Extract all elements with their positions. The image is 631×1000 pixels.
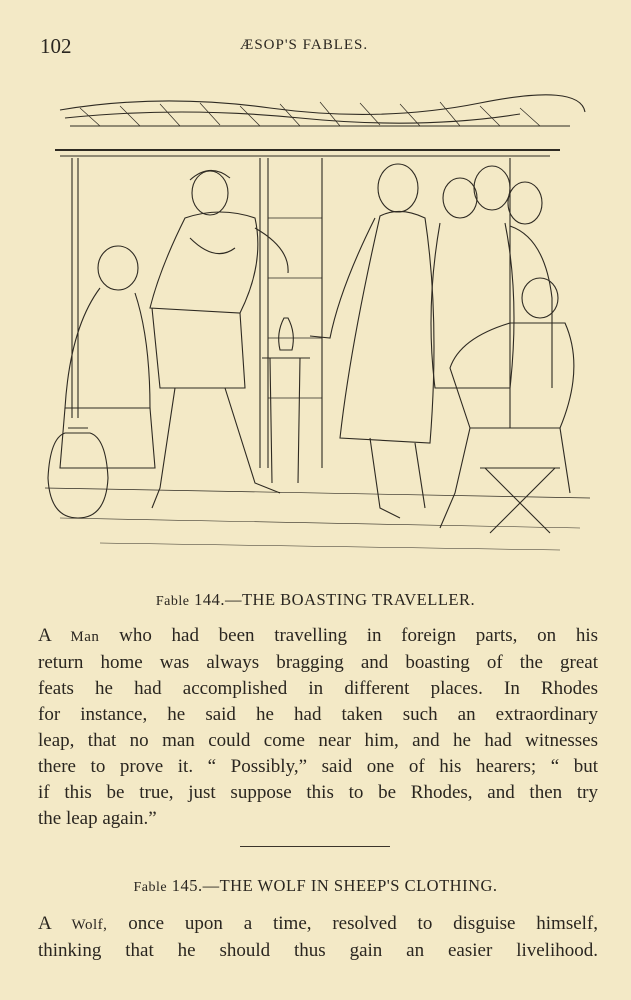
fable-145-text bbox=[38, 911, 598, 964]
fable-label: Fable bbox=[133, 880, 168, 895]
engraving-illustration-icon bbox=[40, 88, 595, 558]
text-line: there to prove it. “ Possibly,” said one of his hearers; “ but bbox=[38, 756, 598, 777]
opening-small-caps: Wolf, bbox=[71, 917, 108, 933]
page-number: 102 bbox=[40, 34, 72, 58]
text-line: return home was always bragging and boasting of the great bbox=[38, 652, 598, 673]
text-line-content: once upon a time, resolved to disguise himself, bbox=[128, 913, 598, 934]
illustration bbox=[40, 88, 595, 558]
running-title: ÆSOP'S FABLES. bbox=[240, 37, 369, 53]
text-line: for instance, he said he had taken such an extraordinary bbox=[38, 704, 598, 725]
text-line: if this be true, just suppose this to be Rhodes, and then try bbox=[38, 782, 598, 803]
running-head bbox=[0, 34, 631, 58]
text-line: feats he had accomplished in different places. In Rhodes bbox=[38, 678, 598, 699]
text-line: the leap again.” bbox=[38, 808, 157, 829]
opening-letter: A bbox=[38, 913, 51, 934]
fable-145-title bbox=[0, 876, 631, 896]
opening-letter: A bbox=[38, 625, 51, 646]
fable-number-title: 145.—THE WOLF IN SHEEP'S CLOTHING. bbox=[171, 876, 498, 895]
text-line bbox=[38, 623, 598, 650]
fable-label: Fable bbox=[155, 594, 190, 609]
fable-number-title: 144.—THE BOASTING TRAVELLER. bbox=[194, 590, 476, 609]
text-line: leap, that no man could come near him, and he had witnesses bbox=[38, 730, 598, 751]
section-divider bbox=[240, 846, 390, 847]
opening-small-caps: Man bbox=[70, 629, 100, 645]
text-line bbox=[38, 911, 598, 938]
text-line: thinking that he should thus gain an easier livelihood. bbox=[38, 940, 598, 961]
text-line-content: who had been travelling in foreign parts, on his bbox=[119, 625, 598, 646]
fable-144-title bbox=[0, 590, 631, 610]
fable-144-text bbox=[38, 623, 598, 832]
